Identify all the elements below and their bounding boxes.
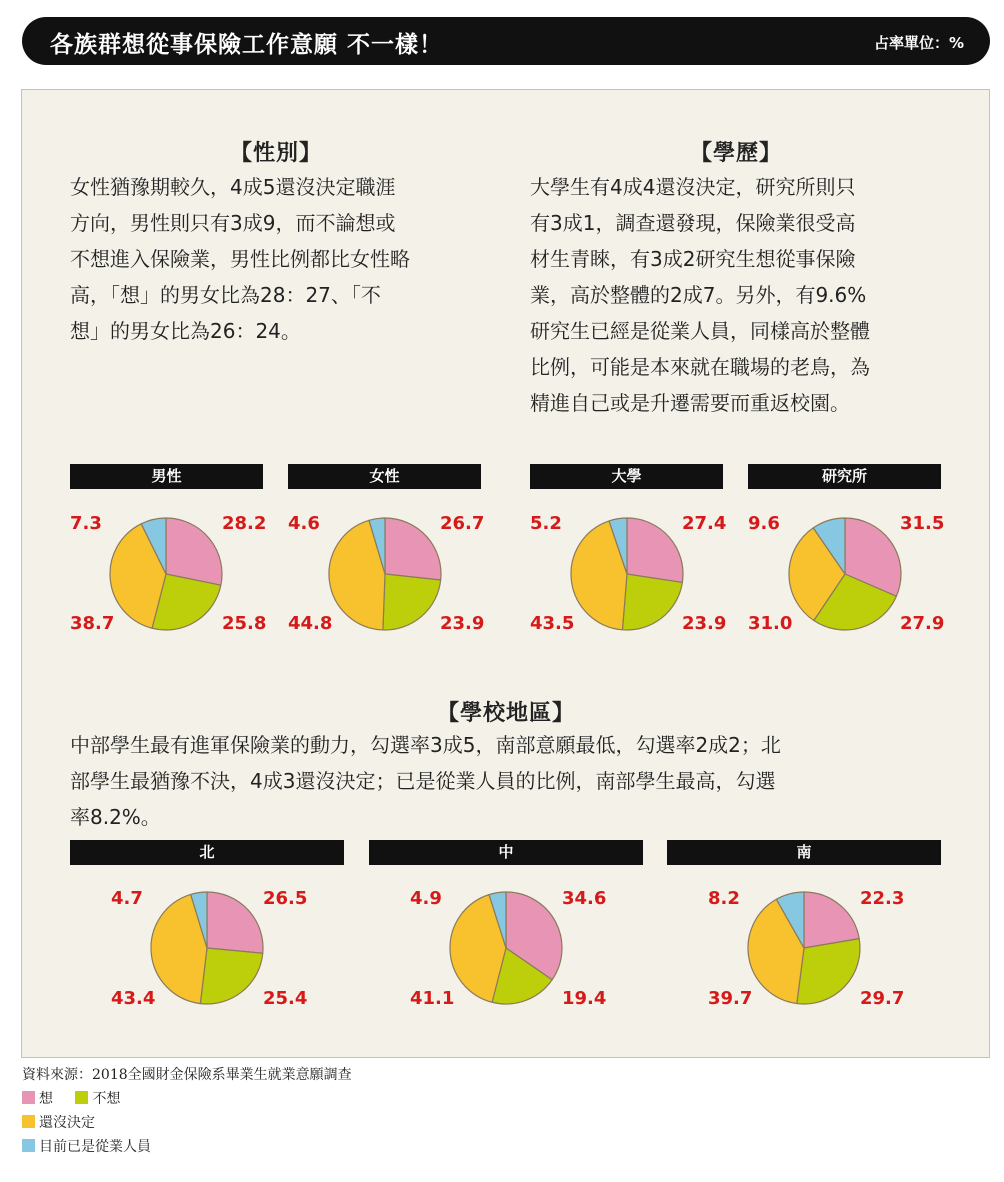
education-text-line: 精進自己或是升遷需要而重返校園。 bbox=[530, 391, 850, 415]
education-text-line: 有3成1，調查還發現，保險業很受高 bbox=[530, 211, 856, 235]
pie-title-female: 女性 bbox=[288, 464, 481, 489]
education-text bbox=[530, 169, 946, 421]
legend-item-undecided bbox=[22, 1112, 95, 1132]
gender-text-line: 女性猶豫期較久，4成5還沒決定職涯 bbox=[70, 175, 396, 199]
value-label: 27.9 bbox=[900, 613, 945, 634]
region-text-line: 率8.2%。 bbox=[70, 805, 161, 829]
value-label: 8.2 bbox=[708, 888, 740, 909]
education-text-line: 材生青睞，有3成2研究生想從事保險 bbox=[530, 247, 856, 271]
pie-chart-south bbox=[745, 889, 863, 1007]
value-label: 25.8 bbox=[222, 613, 267, 634]
pie-slice-not-want bbox=[622, 574, 682, 630]
value-label: 26.5 bbox=[263, 888, 308, 909]
education-heading: 【學歷】 bbox=[689, 141, 782, 166]
legend-row-3 bbox=[22, 1136, 169, 1156]
pie-slice-want bbox=[385, 518, 441, 580]
page-title: 各族群想從事保險工作意願 不一樣！ bbox=[50, 32, 444, 58]
education-text-line: 大學生有4成4還沒決定，研究所則只 bbox=[530, 175, 856, 199]
value-label: 28.2 bbox=[222, 513, 267, 534]
value-label: 41.1 bbox=[410, 988, 455, 1009]
pie-slice-not-want bbox=[200, 948, 262, 1004]
legend-label: 想 bbox=[39, 1091, 53, 1107]
unit-note: 占率單位：% bbox=[873, 34, 964, 52]
value-label: 43.5 bbox=[530, 613, 575, 634]
legend-label: 不想 bbox=[92, 1091, 121, 1107]
pie-title-central: 中 bbox=[369, 840, 643, 865]
region-text-line: 部學生最猶豫不決，4成3還沒決定；已是從業人員的比例，南部學生最高，勾選 bbox=[70, 769, 776, 793]
gender-text-line: 想」的男女比為26：24。 bbox=[70, 319, 301, 343]
value-label: 39.7 bbox=[708, 988, 753, 1009]
pie-title-male: 男性 bbox=[70, 464, 263, 489]
gender-text-line: 不想進入保險業，男性比例都比女性略 bbox=[70, 247, 410, 271]
value-label: 4.9 bbox=[410, 888, 442, 909]
education-text-line: 研究生已經是從業人員，同樣高於整體 bbox=[530, 319, 870, 343]
value-label: 5.2 bbox=[530, 513, 562, 534]
value-label: 19.4 bbox=[562, 988, 607, 1009]
pie-chart-male bbox=[107, 515, 225, 633]
legend-item-want bbox=[22, 1088, 53, 1108]
legend-item-employed bbox=[22, 1136, 151, 1156]
value-label: 27.4 bbox=[682, 513, 727, 534]
legend-swatch bbox=[22, 1139, 35, 1152]
pie-title-north: 北 bbox=[70, 840, 344, 865]
pie-title-south: 南 bbox=[667, 840, 941, 865]
legend-swatch bbox=[75, 1091, 88, 1104]
pie-chart-central bbox=[447, 889, 565, 1007]
education-text-line: 比例，可能是本來就在職場的老鳥，為 bbox=[530, 355, 870, 379]
value-label: 29.7 bbox=[860, 988, 905, 1009]
education-text-line: 業，高於整體的2成7。另外，有9.6% bbox=[530, 283, 867, 307]
gender-heading: 【性別】 bbox=[229, 141, 322, 166]
region-text bbox=[70, 727, 942, 835]
pie-chart-north bbox=[148, 889, 266, 1007]
legend-row-1 bbox=[22, 1088, 138, 1108]
pie-slice-want bbox=[207, 892, 263, 953]
value-label: 4.7 bbox=[111, 888, 143, 909]
value-label: 43.4 bbox=[111, 988, 156, 1009]
gender-text bbox=[70, 169, 486, 349]
pie-slice-not-want bbox=[797, 939, 860, 1004]
gender-text-line: 方向，男性則只有3成9，而不論想或 bbox=[70, 211, 396, 235]
value-label: 23.9 bbox=[440, 613, 485, 634]
legend-item-not-want bbox=[75, 1088, 120, 1108]
legend-swatch bbox=[22, 1115, 35, 1128]
value-label: 34.6 bbox=[562, 888, 607, 909]
value-label: 31.0 bbox=[748, 613, 793, 634]
legend-swatch bbox=[22, 1091, 35, 1104]
value-label: 23.9 bbox=[682, 613, 727, 634]
pie-title-graduate: 研究所 bbox=[748, 464, 941, 489]
title-bar bbox=[22, 17, 990, 65]
value-label: 44.8 bbox=[288, 613, 333, 634]
value-label: 7.3 bbox=[70, 513, 102, 534]
value-label: 31.5 bbox=[900, 513, 945, 534]
pie-title-university: 大學 bbox=[530, 464, 723, 489]
source-note: 資料來源：2018全國財金保險系畢業生就業意願調查 bbox=[22, 1067, 352, 1083]
value-label: 25.4 bbox=[263, 988, 308, 1009]
legend-label: 還沒決定 bbox=[39, 1115, 95, 1131]
region-heading: 【學校地區】 bbox=[436, 701, 575, 726]
value-label: 4.6 bbox=[288, 513, 320, 534]
legend-row-2 bbox=[22, 1112, 113, 1132]
pie-chart-female bbox=[326, 515, 444, 633]
region-text-line: 中部學生最有進軍保險業的動力，勾選率3成5，南部意願最低，勾選率2成2；北 bbox=[70, 733, 781, 757]
pie-slice-not-want bbox=[383, 574, 441, 630]
value-label: 38.7 bbox=[70, 613, 115, 634]
gender-text-line: 高，「想」的男女比為28：27、「不 bbox=[70, 283, 381, 307]
pie-chart-graduate bbox=[786, 515, 904, 633]
legend-label: 目前已是從業人員 bbox=[39, 1139, 151, 1155]
pie-chart-university bbox=[568, 515, 686, 633]
value-label: 9.6 bbox=[748, 513, 780, 534]
value-label: 22.3 bbox=[860, 888, 905, 909]
pie-slice-want bbox=[627, 518, 683, 582]
value-label: 26.7 bbox=[440, 513, 485, 534]
